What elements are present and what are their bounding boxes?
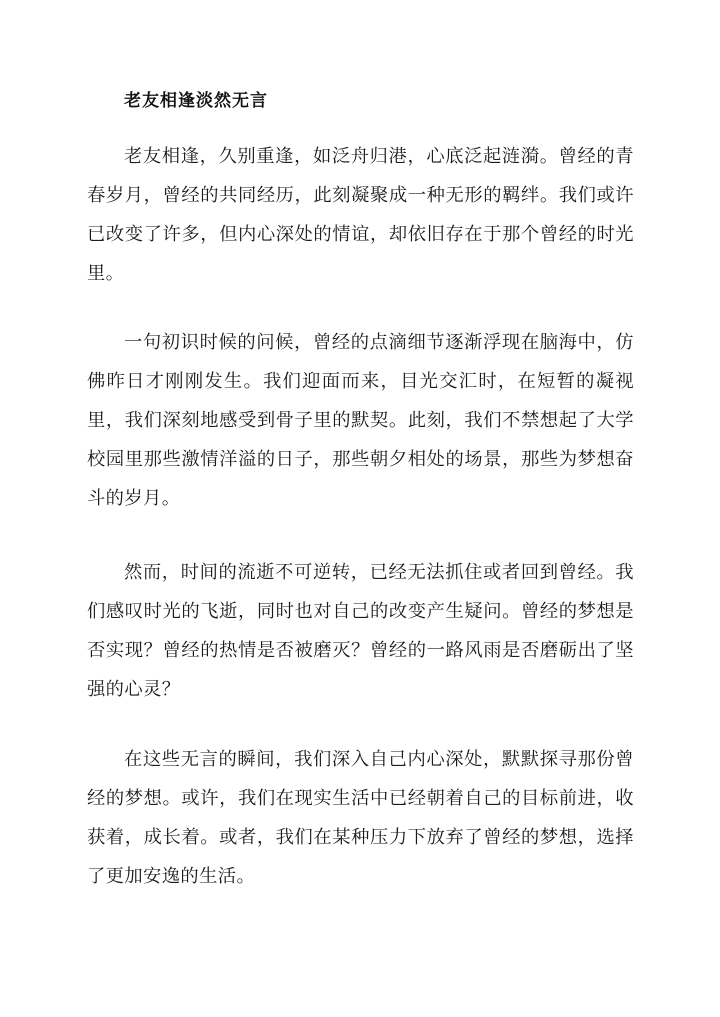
paragraph-4: 在这些无言的瞬间，我们深入自己内心深处，默默探寻那份曾经的梦想。或许，我们在现实生活中已经朝着自己的目标前进，收获着，成长着。或者，我们在某种压力下放弃了曾经的梦想，选择了更加安逸的生活。 xyxy=(87,749,634,887)
paragraph-2: 一句初识时候的问候，曾经的点滴细节逐渐浮现在脑海中，仿佛昨日才刚刚发生。我们迎面而来，目光交汇时，在短暂的凝视里，我们深刻地感受到骨子里的默契。此刻，我们不禁想起了大学校园里那些激情洋溢的日子，那些朝夕相处的场景，那些为梦想奋斗的岁月。 xyxy=(87,332,634,509)
document-title: 老友相逢淡然无言 xyxy=(124,91,268,111)
paragraph-1: 老友相逢，久别重逢，如泛舟归港，心底泛起涟漪。曾经的青春岁月，曾经的共同经历，此刻凝聚成一种无形的羁绊。我们或许已改变了许多，但内心深处的情谊，却依旧存在于那个曾经的时光里。 xyxy=(87,146,634,284)
paragraph-3: 然而，时间的流逝不可逆转，已经无法抓住或者回到曾经。我们感叹时光的飞逝，同时也对自己的改变产生疑问。曾经的梦想是否实现？曾经的热情是否被磨灭？曾经的一路风雨是否磨砺出了坚强的心灵？ xyxy=(87,562,634,700)
